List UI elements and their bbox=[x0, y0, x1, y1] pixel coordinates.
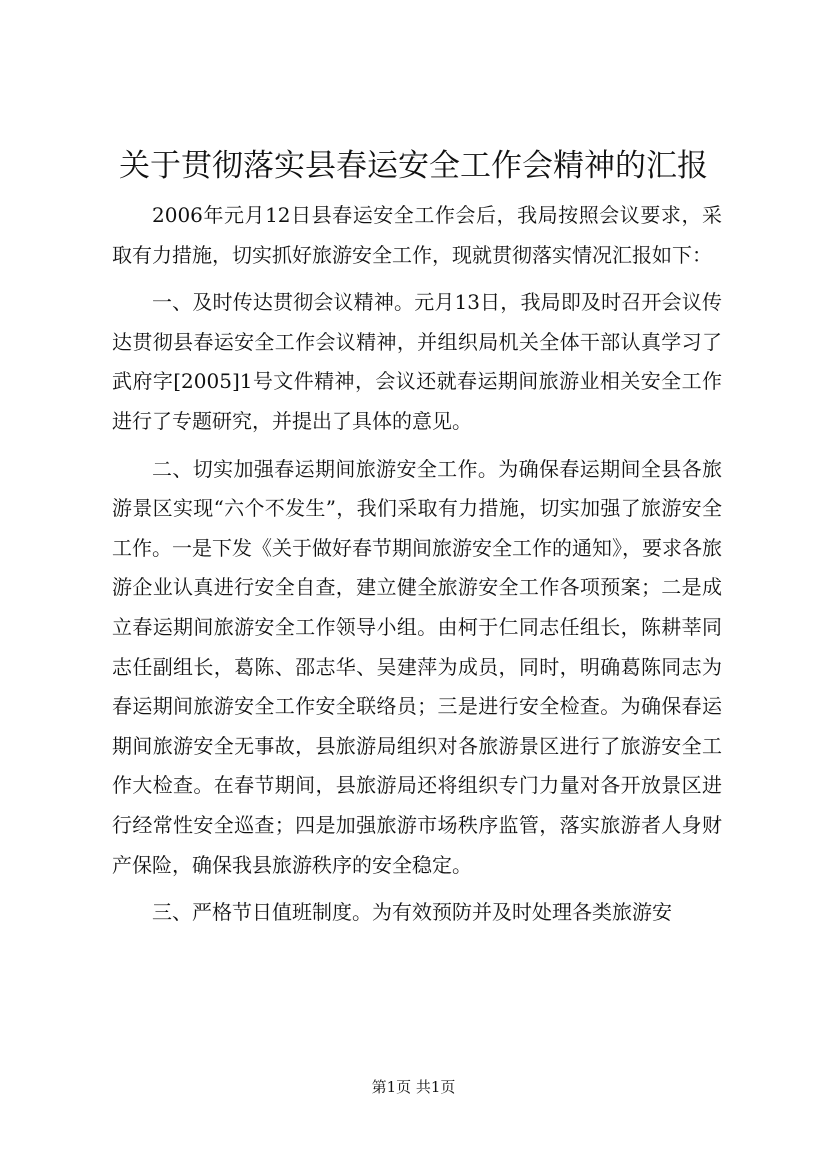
document-title: 关于贯彻落实县春运安全工作会精神的汇报 bbox=[119, 148, 708, 184]
paragraph-section-1: 一、及时传达贯彻会议精神。元月13日，我局即及时召开会议传达贯彻县春运安全工作会议精神，并组织局机关全体干部认真学习了武府字[2005]1号文件精神，会议还就春运期间旅游业相关安全工作进行了专题研究，并提出了具体的意见。 bbox=[112, 290, 722, 433]
page-number-footer: 第1页 共1页 bbox=[371, 1078, 456, 1096]
paragraph-section-2: 二、切实加强春运期间旅游安全工作。为确保春运期间全县各旅游景区实现“六个不发生”，我们采取有力措施，切实加强了旅游安全工作。一是下发《关于做好春节期间旅游安全工作的通知》，要求各旅游企业认真进行安全自查，建立健全旅游安全工作各项预案；二是成立春运期间旅游安全工作领导小组。由柯于仁同志任组长，陈耕莘同志任副组长，葛陈、邵志华、吴建萍为成员，同时，明确葛陈同志为春运期间旅游安全工作安全联络员；三是进行安全检查。为确保春运期间旅游安全无事故，县旅游局组织对各旅游景区进行了旅游安全工作大检查。在春节期间，县旅游局还将组织专门力量对各开放景区进行经常性安全巡查；四是加强旅游市场秩序监管，落实旅游者人身财产保险，确保我县旅游秩序的安全稳定。 bbox=[112, 456, 722, 877]
document-body bbox=[112, 196, 722, 933]
paragraph-section-3: 三、严格节日值班制度。为有效预防并及时处理各类旅游安 bbox=[152, 900, 672, 925]
paragraph-intro: 2006年元月12日县春运安全工作会后，我局按照会议要求，采取有力措施，切实抓好旅游安全工作，现就贯彻落实情况汇报如下： bbox=[112, 203, 722, 267]
